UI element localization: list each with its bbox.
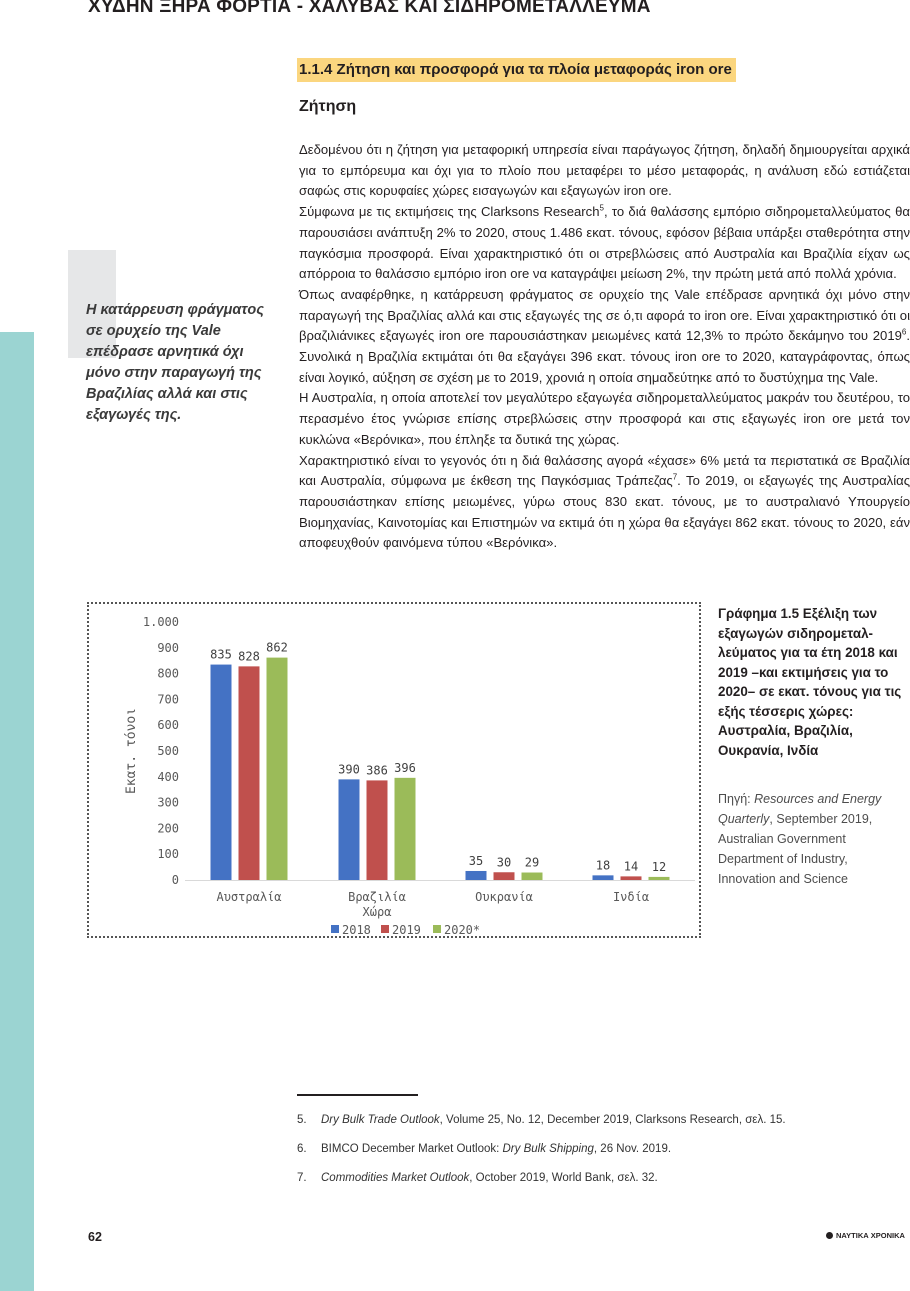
bar-2019-3 — [621, 876, 642, 880]
y-tick-label: 600 — [157, 718, 179, 733]
x-tick-label: Ινδία — [612, 890, 650, 904]
y-tick-label: 100 — [157, 847, 179, 862]
magazine-logo-icon — [826, 1232, 833, 1239]
bar-2018-2 — [466, 871, 487, 880]
figure-caption: Γράφημα 1.5 Εξέλιξη των εξαγωγών σιδηρομεταλλεύματος για τα έτη 2018 και 2019 –και εκτιμήσεις για το 2020– σε εκατ. τόνους για τις εξής τέσσερις χώρες: Αυστραλία, Βραζιλία, Ουκρανία, Ινδία — [718, 606, 902, 758]
bar-2018-3 — [593, 875, 614, 880]
y-tick-label: 1.000 — [142, 615, 179, 629]
legend-label: 2019 — [392, 923, 421, 937]
legend-swatch-2020 — [433, 925, 441, 933]
y-tick-label: 500 — [157, 744, 179, 758]
legend-label: 2018 — [342, 923, 371, 937]
data-label: 862 — [266, 640, 288, 655]
footnote-6: 6. BIMCO December Market Outlook: Dry Bulk Shipping, 26 Nov. 2019. — [297, 1143, 672, 1155]
chart-canvas — [89, 604, 699, 936]
footnote-divider — [297, 1094, 418, 1096]
bar-2018-1 — [339, 779, 360, 880]
bar-2020-0 — [267, 658, 288, 880]
bar-2020-3 — [649, 877, 670, 880]
y-tick-label: 900 — [157, 640, 179, 655]
bar-chart — [87, 602, 701, 938]
paragraph-3: Όπως αναφέρθηκε, η κατάρρευση φράγματος σε ορυχείο της Vale επέδρασε αρνητικά όχι μόνο στην παραγωγή της Βραζιλίας αλλά και στις εξαγωγές της σε ό,τι αφορά το iron ore. Είναι χαρακτηριστικό ότι οι βραζιλιάνικες εξαγωγές iron ore παρουσιάστηκαν μειωμένες κατά 12,3% το πρώτο δεκάμηνο του 2019$^6$. Συνολικά η Βραζιλία εκτιμάται ότι θα εξαγάγει 396 εκατ. τόνους iron ore το 2020, καταγράφοντας, όπως είναι λογικό, αύξηση σε σχέση με το 2019, χρονιά η οποία σημαδεύτηκε από το δυστύχημα της Vale. — [299, 286, 910, 385]
y-tick-label: 400 — [157, 769, 179, 784]
y-tick-label: 0 — [171, 873, 179, 887]
legend-swatch-2019 — [381, 925, 389, 933]
legend-label: 2020* — [444, 923, 481, 937]
data-label: 29 — [524, 855, 540, 870]
data-label: 12 — [651, 859, 667, 874]
data-label: 30 — [496, 855, 512, 870]
pullquote: Η κατάρρευση φράγματος σε ορυχείο της Vale επέδρασε αρνητικά όχι μόνο στην παραγωγή της Βραζιλίας αλλά και στις εξαγωγές της. — [86, 302, 264, 423]
legend-swatch-2018 — [331, 925, 339, 933]
data-label: 828 — [238, 649, 260, 664]
bar-2020-2 — [522, 873, 543, 880]
data-label: 396 — [394, 760, 416, 775]
magazine-logo: ΝΑΥΤΙΚΑ ΧΡΟΝΙΚΑ — [826, 1231, 905, 1240]
bar-2019-2 — [494, 872, 515, 880]
page-number: 62 — [88, 1230, 102, 1244]
bar-2019-1 — [367, 780, 388, 880]
bar-2019-0 — [239, 666, 260, 880]
data-label: 18 — [595, 858, 611, 873]
x-tick-label: Βραζιλία — [348, 890, 406, 904]
x-axis-title: Χώρα — [362, 905, 392, 919]
y-axis-title: Εκατ. τόνοι — [124, 707, 139, 795]
x-tick-label: Αυστραλία — [216, 890, 282, 904]
y-tick-label: 800 — [157, 666, 179, 681]
y-tick-label: 700 — [157, 692, 179, 707]
subheading: Ζήτηση — [299, 98, 357, 115]
y-tick-label: 200 — [157, 821, 179, 836]
running-header: ΧΥΔΗΝ ΞΗΡΑ ΦΟΡΤΙΑ - ΧΑΛΥΒΑΣ ΚΑΙ ΣΙΔΗΡΟΜΕΤΑΛΛΕΥΜΑ — [88, 0, 651, 17]
data-label: 386 — [366, 763, 388, 778]
paragraph-1: Δεδομένου ότι η ζήτηση για μεταφορική υπηρεσία είναι παράγωγος ζήτηση, δηλαδή δημιουργείται αρχικά για το εμπόρευμα και όχι για το πλοίο που μεταφέρει το μέσο μεταφοράς, η ανάλυση εδώ εστιάζεται σαφώς στις κορυφαίες χώρες εισαγωγών και εξαγωγών iron ore. — [299, 142, 910, 199]
y-tick-label: 300 — [157, 795, 179, 810]
data-label: 390 — [338, 762, 360, 777]
data-label: 35 — [468, 853, 484, 868]
bar-2020-1 — [395, 778, 416, 880]
data-label: 14 — [623, 859, 639, 874]
paragraph-2: Σύμφωνα με τις εκτιμήσεις της Clarksons Research$^5$, το διά θαλάσσης εμπόριο σιδηρομεταλλεύματος θα παρουσιάσει ανάπτυξη 2% το 2020, στους 1.486 εκατ. τόνους, εφόσον βέβαια υπάρξει σταθερότητα στην παγκόσμια προσφορά. Είναι χαρακτηριστικό ότι οι στρεβλώσεις από Αυστραλία και Βραζιλία είχαν ως απόρροια το θαλάσσιο εμπόριο iron ore να καταγράψει μείωση 2%, την πρώτη μετά από πολλά χρόνια. — [299, 203, 910, 282]
data-label: 835 — [210, 647, 232, 662]
paragraph-5: Χαρακτηριστικό είναι το γεγονός ότι η διά θαλάσσης αγορά «έχασε» 6% μετά τα περιστατικά σε Βραζιλία και Αυστραλία, σύμφωνα με έκθεση της Παγκόσμιας Τράπεζας$^7$. Το 2019, οι εξαγωγές της Αυστραλίας παρουσιάστηκαν επίσης μειωμένες, γύρω στους 830 εκατ. τόνους, με το αυστραλιανό Υπουργείο Βιομηχανίας, Καινοτομίας και Επιστημών να εκτιμά ότι η χώρα θα εξαγάγει 862 εκατ. τόνους το 2020, εάν αποφευχθούν φαινόμενα τύπου «Βερόνικα». — [299, 452, 910, 551]
footnote-5: 5. Dry Bulk Trade Outlook, Volume 25, No. 12, December 2019, Clarksons Research, σελ. 15. — [297, 1114, 786, 1126]
paragraph-4: Η Αυστραλία, η οποία αποτελεί τον μεγαλύτερο εξαγωγέα σιδηρομεταλλεύματος μακράν του δευτέρου, το περασμένο έτος γνώρισε επίσης στρεβλώσεις στην προσφορά και στις εξαγωγές iron ore μετά τον κυκλώνα «Βερόνικα», που έπληξε τα δυτικά της χώρας. — [299, 390, 910, 447]
footnote-ref-6: 6 — [901, 327, 907, 337]
x-tick-label: Ουκρανία — [475, 890, 533, 904]
footnote-7: 7. Commodities Market Outlook, October 2019, World Bank, σελ. 32. — [297, 1172, 658, 1184]
article-body — [299, 140, 910, 554]
figure-source: Πηγή: Resources and Energy Quarterly, September 2019, Australian Government Department of Industry, Innovation and Science — [718, 792, 882, 886]
bar-2018-0 — [211, 665, 232, 880]
left-color-band — [0, 332, 34, 1291]
footnote-ref-5: 5 — [599, 203, 604, 213]
section-title: 1.1.4 Ζήτηση και προσφορά για τα πλοία μεταφοράς iron ore — [297, 58, 736, 82]
footnote-ref-7: 7 — [672, 472, 678, 482]
